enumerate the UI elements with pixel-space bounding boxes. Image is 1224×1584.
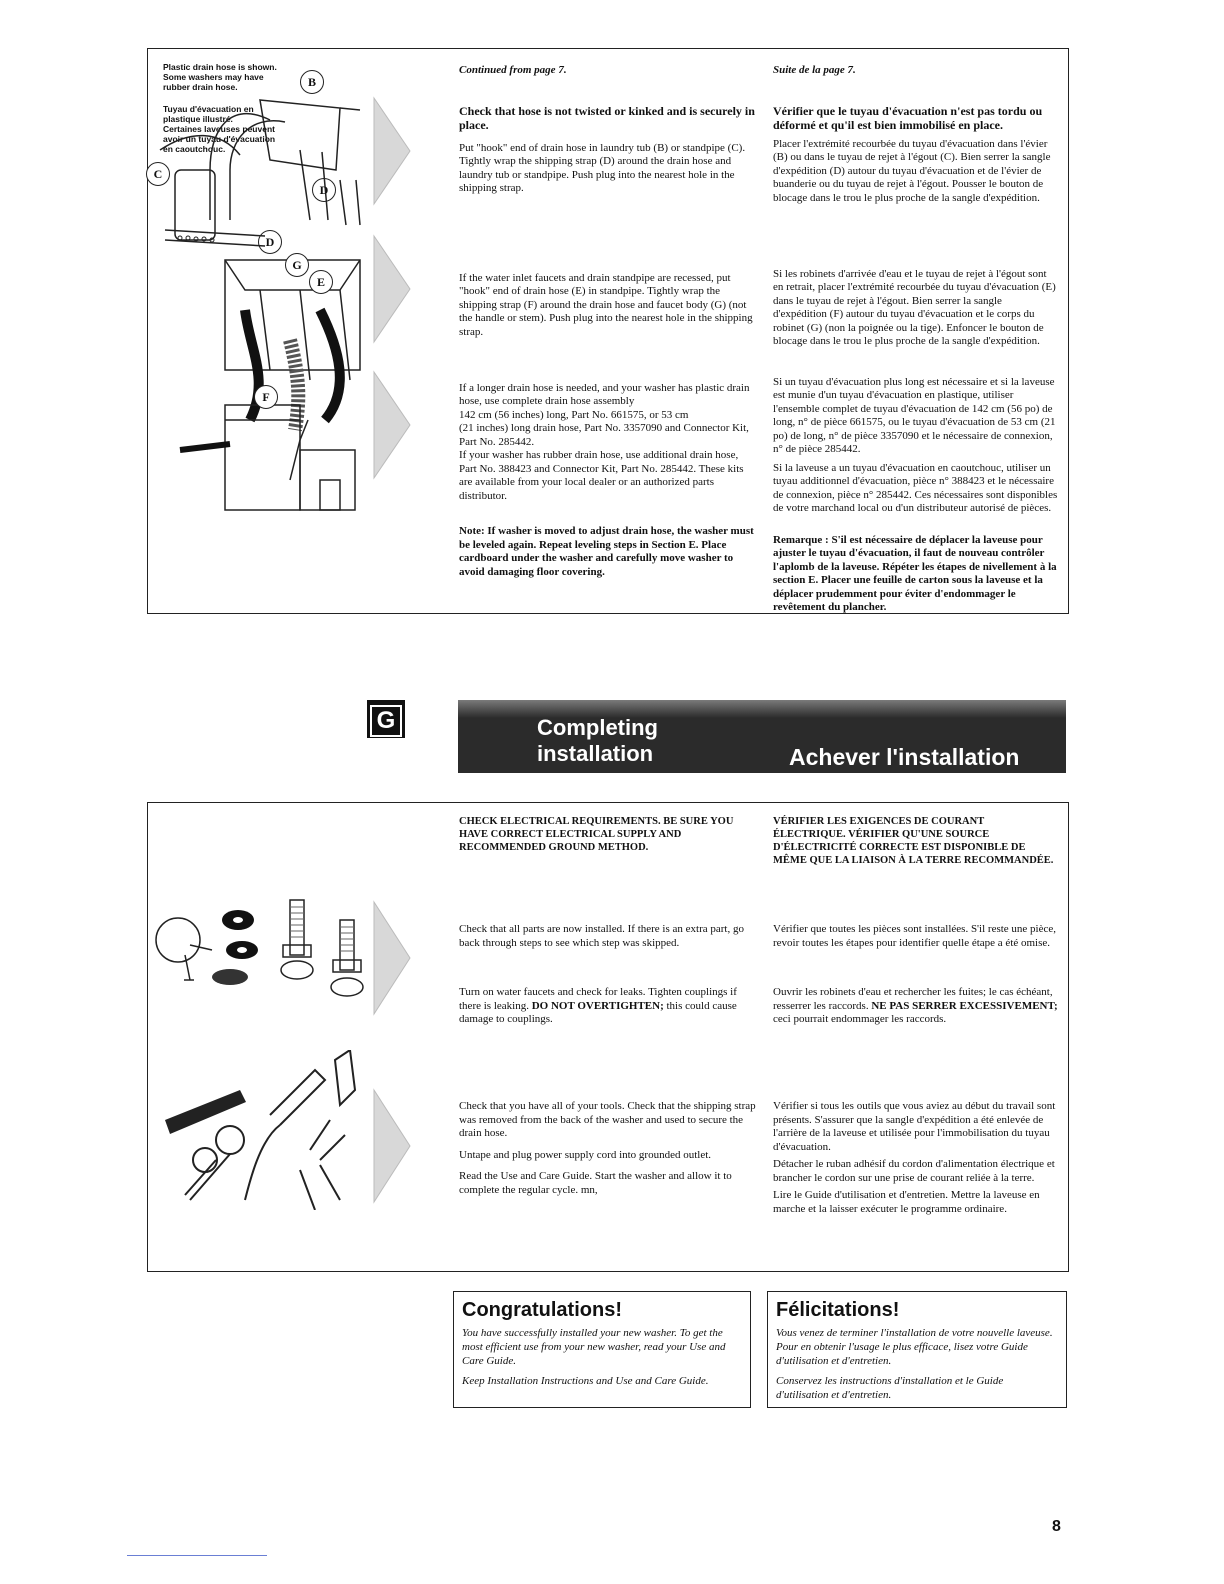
caption-en: Plastic drain hose is shown. Some washers may have rubber drain hose.: [163, 62, 277, 92]
bottom-rule: [127, 1555, 267, 1556]
rubber-hose-text-en: If your washer has rubber drain hose, use additional drain hose, Part No. 388423 and Connector Kit, Part No. 285442. These kits are available from your local dealer or an authorized parts distributor.: [459, 449, 744, 502]
tools-check-text-en: Check that you have all of your tools. Check that the shipping strap was removed from the back of the washer and used to secure the drain hose.: [459, 1100, 756, 1139]
congratulations-box-en: [453, 1291, 751, 1408]
tools-illustration: [150, 1050, 370, 1210]
longer-hose-text-en: If a longer drain hose is needed, and your washer has plastic drain hose, use complete drain hose assembly: [459, 381, 750, 407]
keep-instructions-text: Keep Installation Instructions and Use and Care Guide.: [462, 1375, 709, 1387]
hose-check-text-fr: Placer l'extrémité recourbée du tuyau d'évacuation dans l'évier (B) ou dans le tuyau de rejet à l'égout (C). Bien serrer la sangle d'expédition (D) autour du tuyau d'évacuation et de l'évier de buanderie ou du tuyau de rejet à l'égout. Pousser le bouton de blocage dans le trou le plus proche de la sangle d'expédition.: [773, 137, 1051, 204]
leak-check-text-en: Turn on water faucets and check for leaks. Tighten couplings if there is leaking. DO NOT OVERTIGHTEN; this could cause damage to couplings.: [459, 986, 737, 1025]
note-en: Note: If washer is moved to adjust drain hose, the washer must be leveled again. Repeat leveling steps in Section E. Place cardboard under the washer and carefully move washer to avoid damaging floor covering.: [459, 525, 754, 578]
plug-text-fr: Détacher le ruban adhésif du cordon d'alimentation électrique et brancher le cordon sur une prise de courant reliée à la terre.: [773, 1158, 1055, 1184]
parts-check-text-en: Check that all parts are now installed. If there is an extra part, go back through steps to see which step was skipped.: [459, 923, 744, 949]
step-arrow-icon: [372, 96, 412, 206]
electrical-check-heading-fr: VÉRIFIER LES EXIGENCES DE COURANT ÉLECTRIQUE. VÉRIFIER QU'UNE SOURCE D'ÉLECTRICITÉ CORRECTE EST DISPONIBLE DE MÊME QUE LA LIAISON À LA TERRE RECOMMANDÉE.: [773, 816, 1054, 866]
longer-hose-size-en: 142 cm (56 inches) long, Part No. 661575, or 53 cm: [459, 408, 689, 421]
longer-hose-text-fr: Si un tuyau d'évacuation plus long est nécessaire et si la laveuse est munie d'un tuyau d'évacuation en plastique, utiliser l'ensemble complet de tuyau d'évacuation de 142 cm (56 po) de long, n° de pièce 661575, ou le tuyau d'évacuation de 53 cm (21 po) de long, n° de pièce 3357090 et le nécessaire de connexion, n° de pièce 285442.: [773, 375, 1056, 455]
plug-text-en: Untape and plug power supply cord into grounded outlet.: [459, 1148, 712, 1161]
conservez-text: Conservez les instructions d'installation et le Guide d'utilisation et d'entretien.: [776, 1375, 1004, 1401]
page-number: 8: [1052, 1518, 1061, 1535]
parts-check-text-fr: Vérifier que toutes les pièces sont installées. S'il reste une pièce, revoir toutes les étapes pour identifier quelle étape a été omise.: [773, 923, 1057, 949]
label-c: C: [146, 162, 170, 186]
banner-title-fr: Achever l'installation: [789, 744, 1020, 770]
felicitations-text: Vous venez de terminer l'installation de votre nouvelle laveuse. Pour en obtenir l'usage le plus efficace, lisez votre Guide d'utilisation et d'entretien.: [776, 1327, 1053, 1367]
banner-title-en-line1: Completing: [537, 715, 658, 740]
label-d1: D: [312, 178, 336, 202]
section-g-english: [459, 815, 757, 1197]
banner-completing-installation: [458, 700, 781, 773]
continued-en: Continued from page 7.: [459, 64, 567, 76]
section-letter-g: G: [367, 700, 405, 738]
leak-check-text-fr: Ouvrir les robinets d'eau et rechercher les fuites; le cas échéant, resserrer les raccords. NE PAS SERRER EXCESSIVEMENT; ceci pourrait endommager les raccords.: [773, 986, 1058, 1025]
tools-check-text-fr: Vérifier si tous les outils que vous aviez au début du travail sont présents. S'assurer que la sangle d'expédition a été enlevée de l'arrière de la laveuse et utilisée pour l'immobilisation du tuyau d'évacuation.: [773, 1100, 1056, 1153]
rubber-hose-text-fr: Si la laveuse a un tuyau d'évacuation en caoutchouc, utiliser un tuyau additionnel d'évacuation, pièce n° 388423 et le nécessaire de connexion, pièce n° 285442. Ces nécessaires sont disponibles de votre marchand local ou d'un distributeur autorisé de pièces.: [773, 461, 1058, 514]
congratulations-text: You have successfully installed your new washer. To get the most efficient use from your new washer, read your Use and Care Guide.: [462, 1327, 726, 1367]
electrical-check-heading-en: CHECK ELECTRICAL REQUIREMENTS. BE SURE YOU HAVE CORRECT ELECTRICAL SUPPLY AND RECOMMENDED GROUND METHOD.: [459, 816, 734, 853]
banner-achever-installation: [771, 700, 1066, 773]
read-guide-text-fr: Lire le Guide d'utilisation et d'entretien. Mettre la laveuse en marche et la laisser exécuter le programme ordinaire.: [773, 1189, 1040, 1215]
step-arrow-icon: [372, 370, 412, 480]
label-e: E: [309, 270, 333, 294]
hose-check-heading-en: Check that hose is not twisted or kinked and is securely in place.: [459, 103, 755, 132]
drain-hose-illustration: [150, 60, 410, 530]
label-d2: D: [258, 230, 282, 254]
congratulations-title: Congratulations!: [462, 1299, 622, 1321]
step-arrow-icon: [372, 234, 412, 344]
read-guide-text-en: Read the Use and Care Guide. Start the washer and allow it to complete the regular cycle. mn,: [459, 1170, 732, 1196]
step-arrow-icon: [372, 1088, 412, 1204]
recessed-text-en: If the water inlet faucets and drain standpipe are recessed, put "hook" end of drain hose (E) in standpipe. Tightly wrap the shipping strap (F) around the drain hose and faucet body (G) (not the handle or stem). Push plug into the nearest hole in the shipping strap.: [459, 271, 753, 338]
section-f-french: [773, 64, 1058, 615]
continued-fr: Suite de la page 7.: [773, 64, 856, 76]
section-f-english: [459, 64, 757, 579]
parts-illustration: [150, 895, 370, 1005]
step-arrow-icon: [372, 900, 412, 1016]
felicitations-title: Félicitations!: [776, 1299, 900, 1321]
congratulations-box-fr: [767, 1291, 1067, 1408]
section-g-french: [773, 815, 1058, 1216]
hose-check-heading-fr: Vérifier que le tuyau d'évacuation n'est pas tordu ou déformé et qu'il est bien immobilisé en place.: [773, 103, 1043, 132]
longer-hose-part-en: (21 inches) long drain hose, Part No. 3357090 and Connector Kit, Part No. 285442.: [459, 422, 749, 448]
label-b: B: [300, 70, 324, 94]
recessed-text-fr: Si les robinets d'arrivée d'eau et le tuyau de rejet à l'égout sont en retrait, placer l'extrémité recourbée du tuyau d'évacuation (E) dans le tuyau de rejet à l'égout. Bien serrer la sangle d'expédition (F) autour du tuyau d'évacuation et le corps du robinet (G) (non la poignée ou la tige). Enfoncer le bouton de blocage dans le trou le plus proche de la sangle d'expédition.: [773, 267, 1056, 347]
caption-fr: Tuyau d'évacuation en plastique illustré. Certaines laveuses peuvent avoir un tuyau d'évacuation en caoutchouc.: [163, 104, 276, 154]
label-f: F: [254, 385, 278, 409]
banner-title-en-line2: installation: [537, 741, 654, 766]
label-g: G: [285, 253, 309, 277]
note-fr: Remarque : S'il est nécessaire de déplacer la laveuse pour ajuster le tuyau d'évacuation, il faut de nouveau contrôler l'aplomb de la laveuse. Répéter les étapes de nivellement à la section E. Placer une feuille de carton sous la laveuse et la déplacer prudemment pour éviter d'endommager le revêtement du plancher.: [773, 533, 1057, 613]
hose-check-text-en: Put "hook" end of drain hose in laundry tub (B) or standpipe (C). Tightly wrap the shipping strap (D) around the drain hose and laundry tub or standpipe. Push plug into the nearest hole in the shipping strap.: [459, 141, 746, 194]
